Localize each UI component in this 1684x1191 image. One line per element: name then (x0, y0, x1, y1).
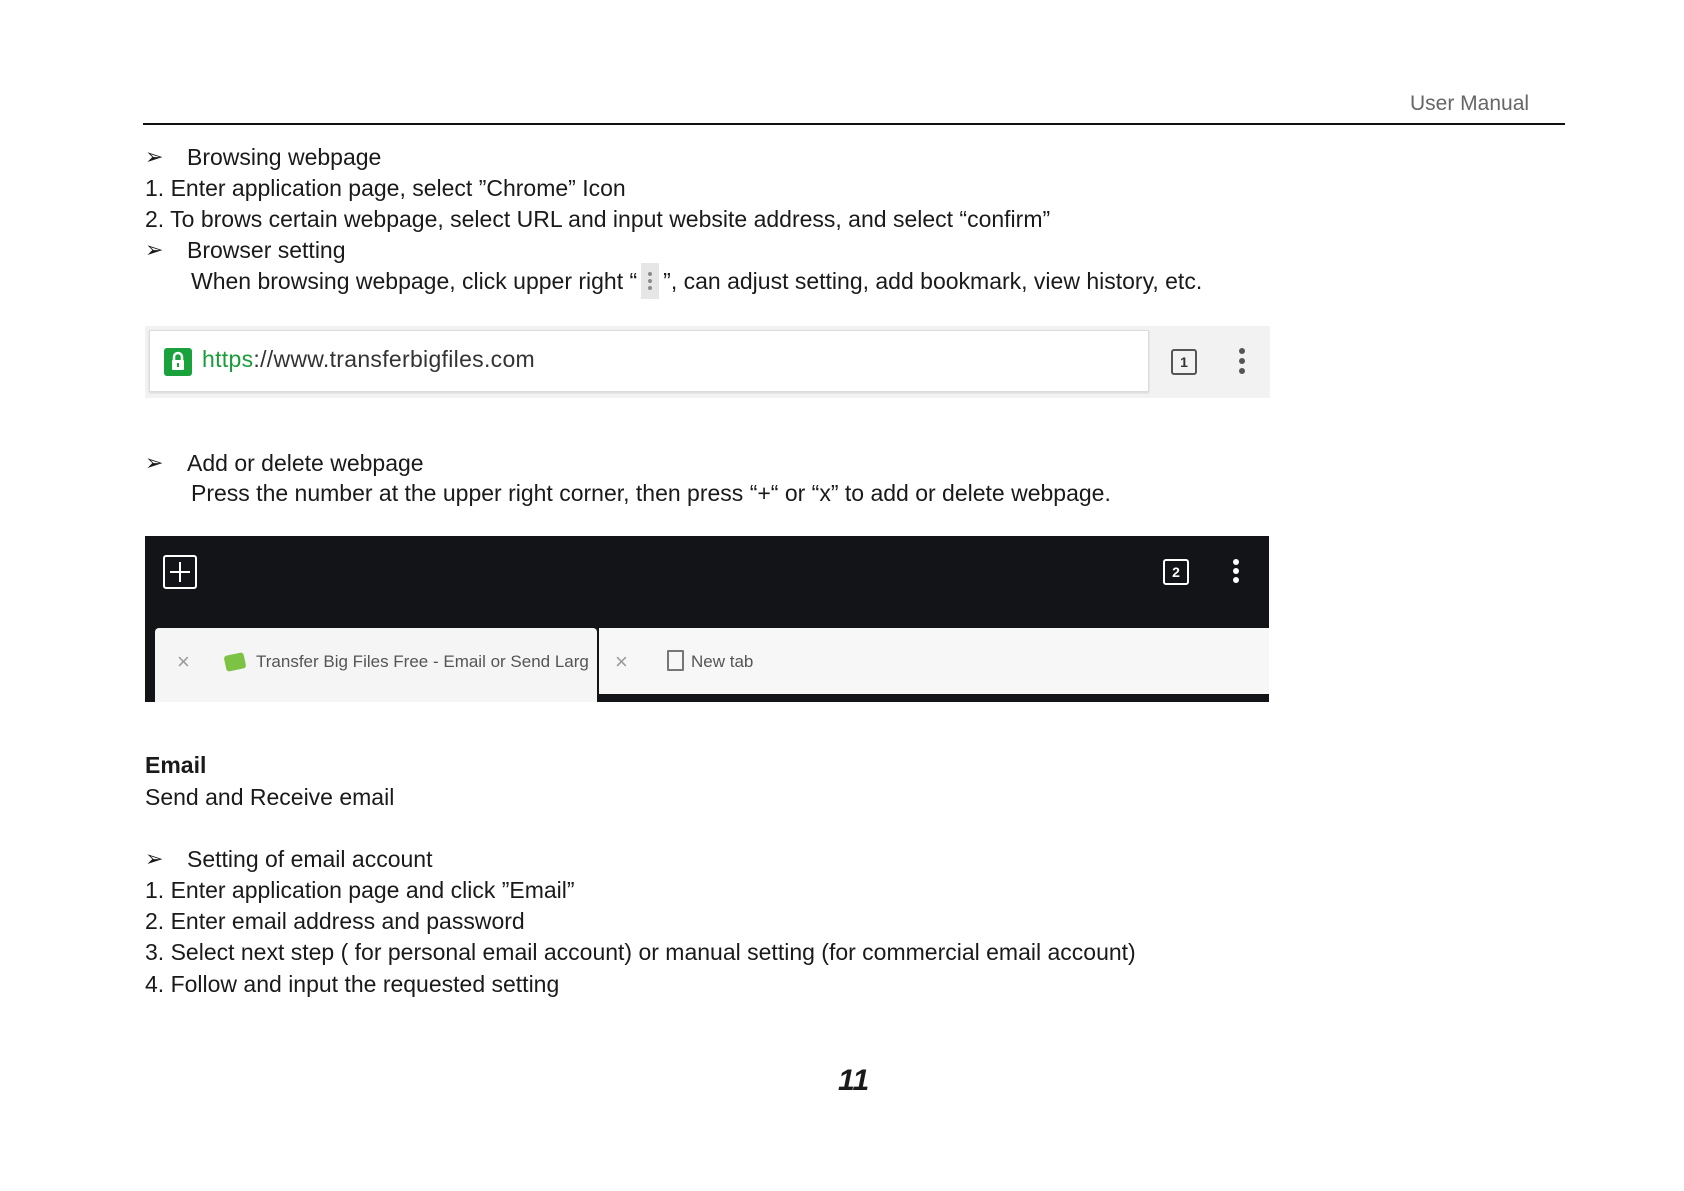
setting-text-after: ”, can adjust setting, add bookmark, view history, etc. (663, 268, 1203, 295)
email-step: 4. Follow and input the requested setting (145, 971, 560, 997)
tab-switcher-screenshot (145, 536, 1269, 702)
tab-new-tab[interactable] (599, 628, 1269, 694)
setting-text-before: When browsing webpage, click upper right “ (191, 268, 638, 295)
url-bar-screenshot (145, 326, 1270, 398)
email-step: 1. Enter application page and click ”Email” (145, 877, 575, 903)
section-title-email: Email (145, 752, 207, 778)
tab-title: Transfer Big Files Free - Email or Send Larg (256, 652, 589, 671)
new-tab-plus-button[interactable] (163, 555, 197, 589)
tab-transfer-big-files[interactable] (155, 628, 597, 702)
tab-count-button[interactable]: 2 (1163, 559, 1189, 585)
header-rule (143, 123, 1565, 125)
bullet-arrow: ➢ (145, 144, 164, 169)
tab-count-button[interactable]: 1 (1171, 349, 1197, 375)
bullet-browsing-webpage: Browsing webpage (187, 144, 382, 170)
bullet-arrow: ➢ (145, 450, 164, 475)
email-step: 2. Enter email address and password (145, 908, 525, 934)
bullet-arrow: ➢ (145, 237, 164, 262)
step-enter-app-chrome: 1. Enter application page, select ”Chrome” Icon (145, 175, 626, 201)
tab-title: New tab (691, 652, 754, 671)
url-rest: ://www.transferbigfiles.com (253, 346, 536, 372)
url-scheme: https (202, 346, 254, 372)
bullet-add-delete-webpage: Add or delete webpage (187, 450, 424, 476)
email-step: 3. Select next step ( for personal email account) or manual setting (for commercial email account) (145, 939, 1136, 965)
header-label: User Manual (1410, 92, 1530, 115)
page-number: 11 (838, 1064, 870, 1097)
bullet-arrow: ➢ (145, 846, 164, 871)
url-text (202, 346, 535, 373)
bullet-browser-setting: Browser setting (187, 237, 346, 263)
bullet-email-account-setting: Setting of email account (187, 846, 433, 872)
favicon-icon (224, 652, 247, 672)
add-delete-text: Press the number at the upper right corner, then press “+“ or “x” to add or delete webpage. (191, 480, 1111, 506)
lock-icon (164, 348, 192, 376)
close-icon[interactable]: × (615, 649, 628, 674)
menu-icon[interactable] (1239, 348, 1245, 376)
email-subtitle: Send and Receive email (145, 784, 395, 810)
close-icon[interactable]: × (177, 649, 190, 674)
document-icon (667, 650, 684, 671)
browser-setting-text (191, 265, 1202, 301)
menu-icon[interactable] (1233, 559, 1239, 585)
step-browse-url: 2. To brows certain webpage, select URL and input website address, and select “confirm” (145, 206, 1051, 232)
vertical-dots-icon (641, 263, 659, 299)
address-bar[interactable] (149, 330, 1149, 392)
